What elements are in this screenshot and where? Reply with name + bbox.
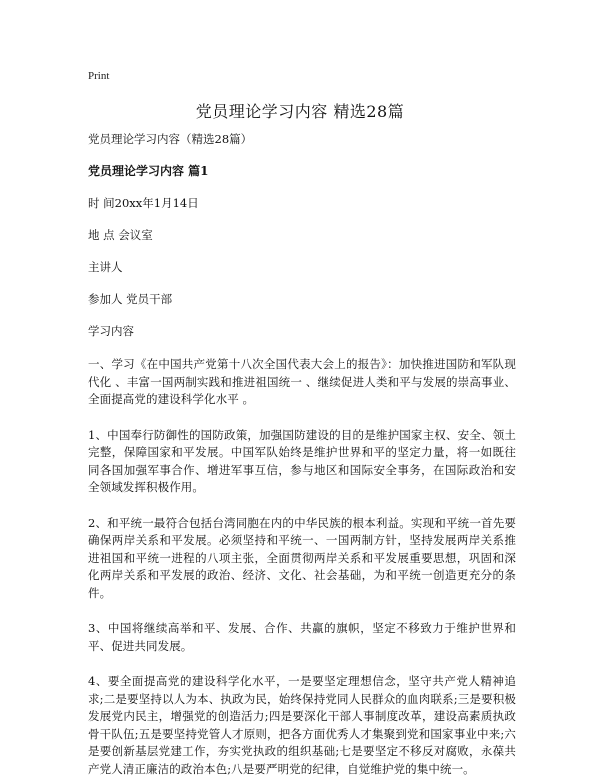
intro-line: 党员理论学习内容（精选28篇） xyxy=(88,132,253,146)
print-label[interactable]: Print xyxy=(88,70,110,82)
paragraph-5: 4、要全面提高党的建设科学化水平，一是要坚定理想信念，坚守共产党人精神追求;二是要坚持以人为本、执政为民，始终保持党同人民群众的血肉联系;三是要积极发展党内民主，增强党的创造活力;四是要深化干部人事制度改革，建设高素质执政骨干队伍;五是要坚持党管人才原则，把各方面优秀人才集聚到党和国家事业中来;六是要创新基层党建工作，夯实党执政的组织基础;七是要坚定不移反对腐败，永葆共产党人清正廉洁的政治本色;八是要严明党的纪律，自觉维护党的集中统一。 xyxy=(88,674,516,776)
paragraph-2: 1、中国奉行防御性的国防政策，加强国防建设的目的是维护国家主权、安全、领土完整，保障国家和平发展。中国军队始终是维护世界和平的坚定力量，将一如既往同各国加强军事合作、增进军事互信，参与地区和国际安全事务，在国际政治和安全领域发挥积极作用。 xyxy=(88,427,516,494)
page-title: 党员理论学习内容 精选28篇 xyxy=(195,102,405,121)
time-line: 时 间20xx年1月14日 xyxy=(88,196,199,210)
study-content-line: 学习内容 xyxy=(88,324,134,338)
document-body xyxy=(88,132,516,778)
place-line: 地 点 会议室 xyxy=(88,228,153,242)
speaker-line: 主讲人 xyxy=(88,260,123,274)
paragraph-1: 一、学习《在中国共产党第十八次全国代表大会上的报告》：加快推进国防和军队现代化 、丰富一国两制实践和推进祖国统一 、继续促进人类和平与发展的崇高事业、全面提高党的建设科学化水平 。 xyxy=(88,357,516,406)
paragraph-4: 3、中国将继续高举和平、发展、合作、共赢的旗帜，坚定不移致力于维护世界和平、促进共同发展。 xyxy=(88,621,516,653)
paragraph-3: 2、和平统一最符合包括台湾同胞在内的中华民族的根本利益。实现和平统一首先要确保两岸关系和平发展。必须坚持和平统一、一国两制方针，坚持发展两岸关系推进祖国和平统一进程的八项主张，全面贯彻两岸关系和平发展重要思想，巩固和深化两岸关系和平发展的政治、经济、文化、社会基础，为和平统一创造更充分的条件。 xyxy=(88,515,516,600)
section-heading: 党员理论学习内容 篇1 xyxy=(88,164,209,178)
participants-line: 参加人 党员干部 xyxy=(88,292,173,306)
